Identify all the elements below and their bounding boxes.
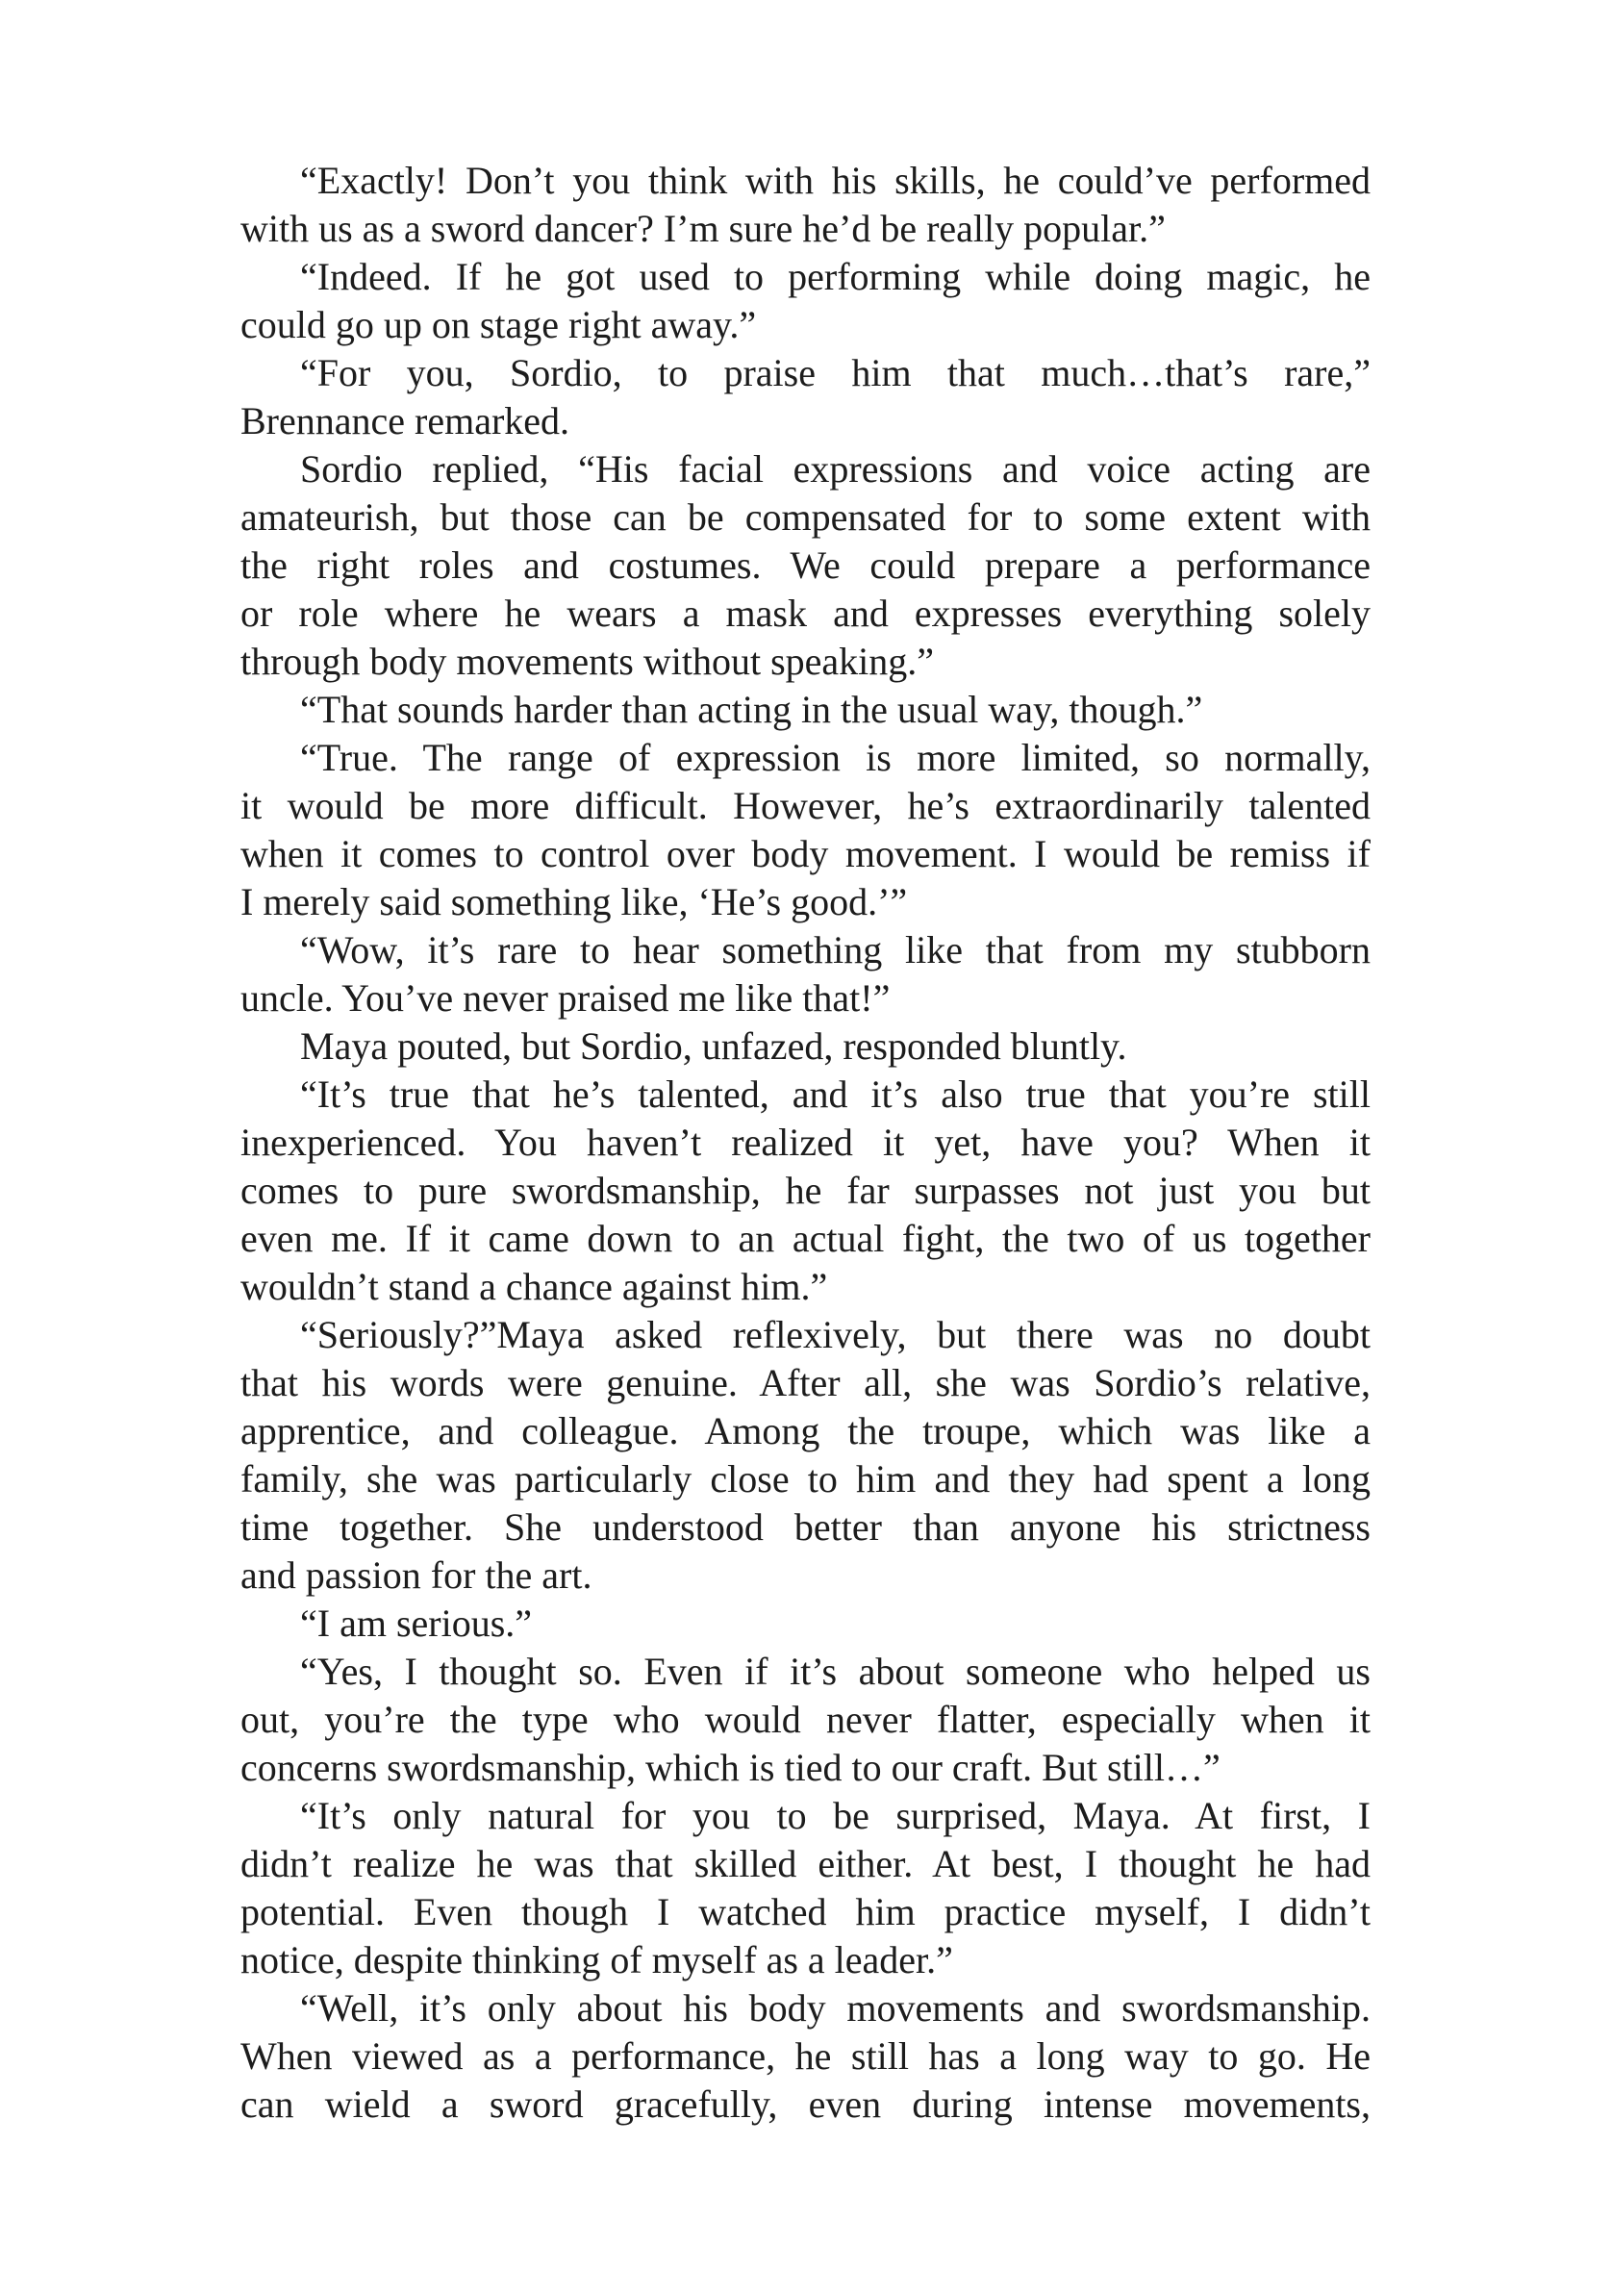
text-line: can wield a sword gracefully, even during intense movements, [240, 2082, 1371, 2126]
text-line: “For you, Sordio, to praise him that much…that’s rare,” [300, 351, 1371, 394]
paragraph [240, 926, 1371, 1022]
text-line: When viewed as a performance, he still has a long way to go. He [240, 2034, 1371, 2078]
paragraph [240, 1600, 1371, 1648]
paragraph [240, 157, 1371, 253]
text-line: “Wow, it’s rare to hear something like that from my stubborn [300, 928, 1371, 971]
text-line: comes to pure swordsmanship, he far surpasses not just you but [240, 1169, 1371, 1212]
text-line: amateurish, but those can be compensated for to some extent with [240, 495, 1371, 539]
text-line: could go up on stage right away.” [240, 303, 757, 346]
text-line: wouldn’t stand a chance against him.” [240, 1265, 828, 1308]
page-text [240, 157, 1371, 2129]
text-line: “Exactly! Don’t you think with his skills, he could’ve performed [300, 159, 1371, 202]
text-line: with us as a sword dancer? I’m sure he’d be really popular.” [240, 207, 1166, 250]
text-line: “It’s true that he’s talented, and it’s also true that you’re still [300, 1072, 1371, 1116]
paragraph [240, 1792, 1371, 1984]
text-line: “I am serious.” [300, 1602, 533, 1645]
text-line: it would be more difficult. However, he’s extraordinarily talented [240, 784, 1371, 827]
paragraph [240, 1311, 1371, 1600]
paragraph [240, 1984, 1371, 2129]
text-line: “True. The range of expression is more limited, so normally, [300, 736, 1371, 779]
paragraph [240, 686, 1371, 734]
paragraph [240, 445, 1371, 686]
text-line: inexperienced. You haven’t realized it yet, have you? When it [240, 1121, 1371, 1164]
paragraph [240, 253, 1371, 349]
paragraph [240, 1071, 1371, 1311]
paragraph [240, 1022, 1371, 1071]
paragraph [240, 349, 1371, 445]
text-line: through body movements without speaking.” [240, 640, 935, 683]
text-line: “Well, it’s only about his body movements and swordsmanship. [300, 1986, 1371, 2030]
text-line: “Indeed. If he got used to performing while doing magic, he [300, 255, 1371, 298]
text-line: the right roles and costumes. We could prepare a performance [240, 543, 1371, 587]
text-line: concerns swordsmanship, which is tied to our craft. But still…” [240, 1746, 1221, 1789]
text-line: Sordio replied, “His facial expressions and voice acting are [300, 447, 1371, 491]
text-line: Brennance remarked. [240, 399, 570, 442]
text-line: and passion for the art. [240, 1553, 592, 1597]
text-line: that his words were genuine. After all, she was Sordio’s relative, [240, 1361, 1371, 1404]
text-line: didn’t realize he was that skilled either. At best, I thought he had [240, 1842, 1371, 1885]
text-line: family, she was particularly close to him and they had spent a long [240, 1457, 1371, 1501]
text-line: uncle. You’ve never praised me like that!” [240, 976, 891, 1020]
text-line: “Seriously?”Maya asked reflexively, but there was no doubt [300, 1313, 1371, 1356]
text-line: notice, despite thinking of myself as a leader.” [240, 1938, 953, 1981]
text-line: Maya pouted, but Sordio, unfazed, responded bluntly. [300, 1024, 1127, 1068]
text-line: apprentice, and colleague. Among the troupe, which was like a [240, 1409, 1371, 1452]
text-line: I merely said something like, ‘He’s good.’” [240, 880, 908, 923]
text-line: or role where he wears a mask and expresses everything solely [240, 592, 1371, 635]
text-line: even me. If it came down to an actual fight, the two of us together [240, 1217, 1371, 1260]
text-line: “Yes, I thought so. Even if it’s about someone who helped us [300, 1650, 1371, 1693]
text-line: potential. Even though I watched him practice myself, I didn’t [240, 1890, 1371, 1933]
text-line: time together. She understood better than anyone his strictness [240, 1505, 1371, 1549]
text-line: “That sounds harder than acting in the usual way, though.” [300, 688, 1203, 731]
text-line: out, you’re the type who would never flatter, especially when it [240, 1698, 1371, 1741]
text-line: when it comes to control over body movement. I would be remiss if [240, 832, 1371, 875]
paragraph [240, 1648, 1371, 1792]
paragraph [240, 734, 1371, 926]
text-line: “It’s only natural for you to be surprised, Maya. At first, I [300, 1794, 1371, 1837]
